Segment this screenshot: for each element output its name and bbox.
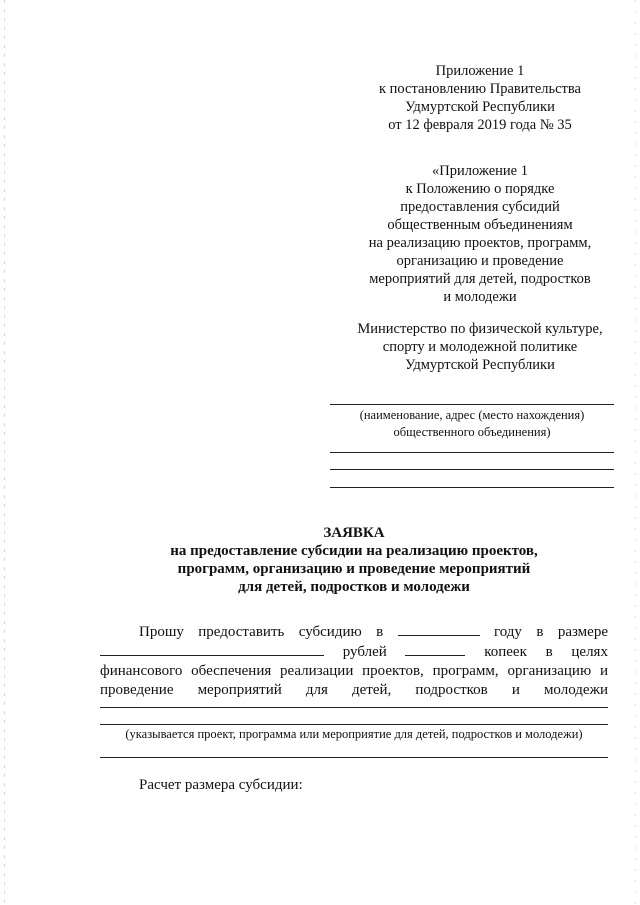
word: году	[493, 624, 522, 640]
word: рублей	[342, 644, 387, 660]
regulation-appendix-line: «Приложение 1	[432, 163, 528, 179]
word: детей,	[351, 682, 392, 698]
regulation-appendix-line: предоставления субсидий	[400, 199, 560, 215]
word: финансового	[100, 663, 183, 679]
word: субсидию	[298, 624, 362, 640]
org-name-blank-line[interactable]	[330, 404, 614, 405]
request-line-3	[100, 662, 608, 681]
appendix-header-line: к постановлению Правительства	[379, 81, 581, 97]
regulation-appendix-line: на реализацию проектов, программ,	[368, 235, 592, 251]
request-line-4	[100, 681, 608, 700]
addressee-line: Министерство по физической культуре,	[357, 321, 603, 337]
word: и	[511, 682, 520, 698]
addressee-block	[325, 320, 635, 374]
org-caption	[330, 407, 614, 441]
word: молодежи	[543, 682, 608, 698]
org-address-blank-line[interactable]	[330, 452, 614, 453]
project-caption: (указывается проект, программа или мероприятие для детей, подростков и молодежи)	[125, 727, 583, 741]
word: целях	[571, 644, 608, 660]
word: мероприятий	[197, 682, 282, 698]
word: реализации	[280, 663, 354, 679]
request-line-2	[100, 642, 608, 662]
title-subtitle-line: для детей, подростков и молодежи	[238, 579, 470, 595]
appendix-header-line: от 12 февраля 2019 года № 35	[388, 117, 572, 133]
word: размере	[557, 624, 608, 640]
word: проектов,	[362, 663, 424, 679]
project-blank-line[interactable]	[100, 707, 608, 708]
word: подростков	[415, 682, 488, 698]
request-line-1	[100, 622, 608, 642]
org-address-blank-line[interactable]	[330, 487, 614, 488]
application-title	[100, 524, 608, 596]
word: Прошу	[139, 624, 184, 640]
project-blank-line[interactable]	[100, 757, 608, 758]
kopecks-amount-blank[interactable]	[405, 642, 465, 656]
word: обеспечения	[191, 663, 272, 679]
appendix-header	[330, 62, 630, 134]
word: копеек	[484, 644, 527, 660]
word: в	[536, 624, 544, 640]
word: программ,	[432, 663, 499, 679]
title-subtitle-line: программ, организацию и проведение мероприятий	[177, 561, 531, 577]
word: проведение	[100, 682, 174, 698]
calculation-label: Расчет размера субсидии:	[139, 777, 303, 793]
regulation-appendix-line: к Положению о порядке	[405, 181, 555, 197]
regulation-appendix	[325, 162, 635, 306]
word: предоставить	[198, 624, 285, 640]
word: для	[305, 682, 328, 698]
regulation-appendix-line: организацию и проведение	[396, 253, 564, 269]
appendix-header-line: Приложение 1	[435, 63, 525, 79]
request-paragraph	[100, 622, 608, 700]
addressee-line: спорту и молодежной политике	[382, 339, 578, 355]
rubles-amount-blank[interactable]	[100, 642, 324, 656]
project-blank-line[interactable]	[100, 724, 608, 725]
word: организацию	[507, 663, 592, 679]
scan-edge-left	[4, 0, 5, 905]
appendix-header-line: Удмуртской Республики	[405, 99, 555, 115]
addressee-line: Удмуртской Республики	[405, 357, 555, 373]
org-address-blank-line[interactable]	[330, 469, 614, 470]
title-subtitle-line: на предоставление субсидии на реализацию проектов,	[170, 543, 538, 559]
year-blank[interactable]	[398, 622, 480, 636]
word: и	[599, 663, 608, 679]
regulation-appendix-line: общественным объединениям	[387, 217, 573, 233]
org-caption-line: (наименование, адрес (место нахождения)	[359, 408, 585, 422]
org-caption-line: общественного объединения)	[393, 425, 551, 439]
word: в	[545, 644, 553, 660]
scan-edge-right	[635, 0, 636, 905]
regulation-appendix-line: и молодежи	[443, 289, 517, 305]
word: в	[376, 624, 384, 640]
title-heading: ЗАЯВКА	[323, 525, 385, 541]
regulation-appendix-line: мероприятий для детей, подростков	[369, 271, 591, 287]
